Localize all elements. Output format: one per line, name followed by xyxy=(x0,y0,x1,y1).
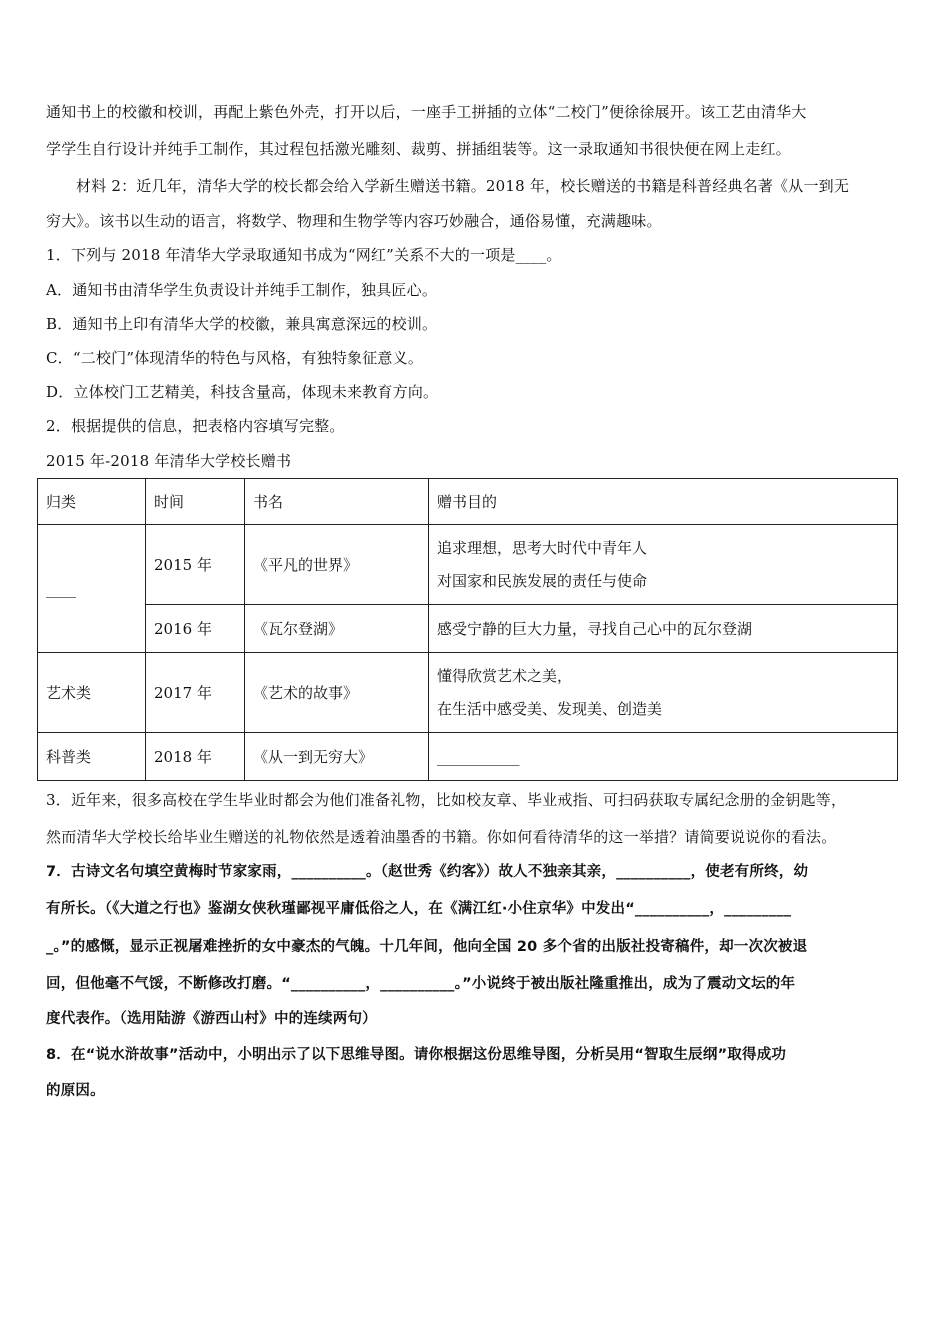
header-year: 时间 xyxy=(146,479,245,525)
question-1-option-c: C．“二校门”体现清华的特色与风格，有独特象征意义。 xyxy=(46,349,424,367)
purpose-line: 懂得欣赏艺术之美， xyxy=(437,666,573,685)
book-cell: 《瓦尔登湖》 xyxy=(245,605,429,653)
purpose-line: 追求理想，思考大时代中青年人 xyxy=(437,538,648,557)
question-1-option-d: D．立体校门工艺精美，科技含量高，体现未来教育方向。 xyxy=(46,383,439,401)
question-3-line-2: 然而清华大学校长给毕业生赠送的礼物依然是透着油墨香的书籍。你如何看待清华的这一举措？请简要说说你的看法。 xyxy=(46,828,837,846)
purpose-line: 在生活中感受美、发现美、创造美 xyxy=(437,699,663,718)
question-1-option-a: A．通知书由清华学生负责设计并纯手工制作，独具匠心。 xyxy=(46,281,438,299)
material-2-line-2: 穷大》。该书以生动的语言，将数学、物理和生物学等内容巧妙融合，通俗易懂，充满趣味。 xyxy=(46,212,662,230)
question-8-line-2: 的原因。 xyxy=(46,1083,105,1099)
header-purpose: 赠书目的 xyxy=(429,479,898,525)
table-row xyxy=(38,525,898,605)
category-blank: ____ xyxy=(38,525,146,653)
question-1-option-b: B．通知书上印有清华大学的校徽，兼具寓意深远的校训。 xyxy=(46,315,438,333)
purpose-line: 对国家和民族发展的责任与使命 xyxy=(437,571,648,590)
purpose-cell xyxy=(429,525,898,605)
table-row xyxy=(38,605,898,653)
purpose-blank: ___________ xyxy=(429,733,898,781)
table-row xyxy=(38,653,898,733)
table-row xyxy=(38,733,898,781)
year-cell: 2015 年 xyxy=(146,525,245,605)
question-7-line-4: 回，但他毫不气馁，不断修改打磨。“__________，__________。”小说终于被出版社隆重推出，成为了震动文坛的年 xyxy=(46,976,796,992)
paragraph-1-line-1: 通知书上的校徽和校训，再配上紫色外壳，打开以后，一座手工拼插的立体“二校门”便徐徐展开。该工艺由清华大 xyxy=(46,103,807,121)
year-cell: 2018 年 xyxy=(146,733,245,781)
question-8-line-1: 8．在“说水浒故事”活动中，小明出示了以下思维导图。请你根据这份思维导图，分析吴用“智取生辰纲”取得成功 xyxy=(46,1047,787,1063)
book-gift-table xyxy=(37,478,898,781)
question-7-line-2: 有所长。（《大道之行也》鉴湖女侠秋瑾鄙视平庸低俗之人，在《满江红·小住京华》中发出“__________，_________ xyxy=(46,901,792,917)
book-cell: 《从一到无穷大》 xyxy=(245,733,429,781)
year-cell: 2016 年 xyxy=(146,605,245,653)
table-caption: 2015 年-2018 年清华大学校长赠书 xyxy=(46,452,292,470)
question-2-stem: 2．根据提供的信息，把表格内容填写完整。 xyxy=(46,417,345,435)
question-7-line-1: 7．古诗文名句填空黄梅时节家家雨，__________。（赵世秀《约客》）故人不独亲其亲，__________，使老有所终，幼 xyxy=(46,864,809,880)
header-category: 归类 xyxy=(38,479,146,525)
table-header-row xyxy=(38,479,898,525)
category-cell: 艺术类 xyxy=(38,653,146,733)
year-cell: 2017 年 xyxy=(146,653,245,733)
header-book: 书名 xyxy=(245,479,429,525)
question-1-stem: 1．下列与 2018 年清华大学录取通知书成为“网红”关系不大的一项是____。 xyxy=(46,246,562,264)
material-2-line-1: 材料 2：近几年，清华大学的校长都会给入学新生赠送书籍。2018 年，校长赠送的书籍是科普经典名著《从一到无 xyxy=(76,177,850,195)
purpose-cell: 感受宁静的巨大力量，寻找自己心中的瓦尔登湖 xyxy=(429,605,898,653)
question-7-line-3: _。”的感慨，显示正视屠难挫折的女中豪杰的气魄。十几年间，他向全国 20 多个省的出版社投寄稿件，却一次次被退 xyxy=(46,939,808,955)
book-cell: 《平凡的世界》 xyxy=(245,525,429,605)
paragraph-1-line-2: 学学生自行设计并纯手工制作，其过程包括激光雕刻、裁剪、拼插组装等。这一录取通知书很快便在网上走红。 xyxy=(46,140,791,158)
question-7-line-5: 度代表作。（选用陆游《游西山村》中的连续两句） xyxy=(46,1011,377,1027)
category-cell: 科普类 xyxy=(38,733,146,781)
question-3-line-1: 3．近年来，很多高校在学生毕业时都会为他们准备礼物，比如校友章、毕业戒指、可扫码获取专属纪念册的金钥匙等， xyxy=(46,791,847,809)
book-cell: 《艺术的故事》 xyxy=(245,653,429,733)
purpose-cell xyxy=(429,653,898,733)
